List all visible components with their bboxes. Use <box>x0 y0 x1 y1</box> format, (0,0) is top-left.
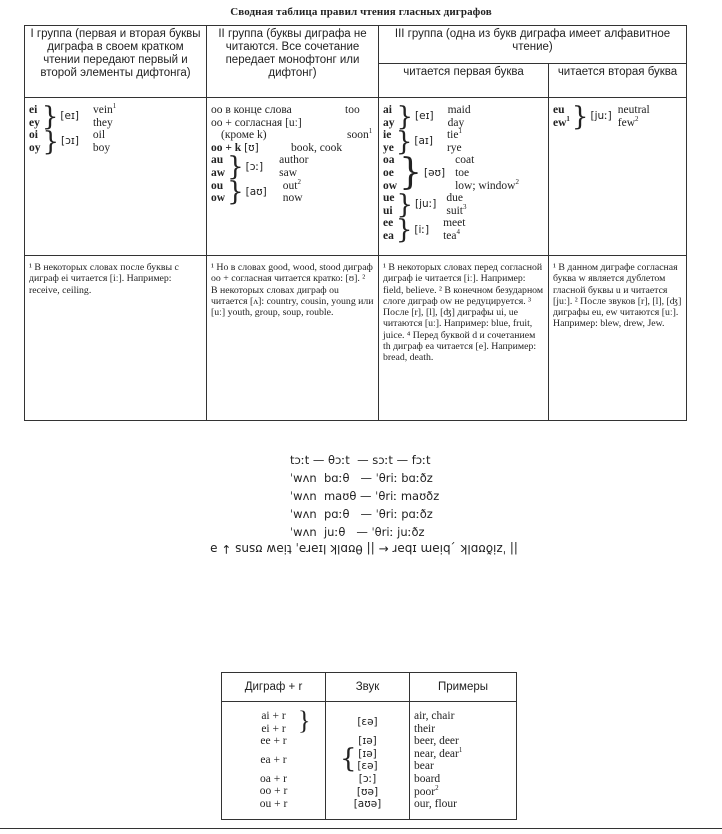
table2-header-examples: Примеры <box>410 673 517 702</box>
transcription-line: tɔːt — θɔːt — sɔːt — fɔːt <box>290 453 431 467</box>
group2-header: II группа (буквы диграфа не читаются. Все сочетание передает монофтонг или дифтонг) <box>207 26 379 98</box>
brace-icon: } <box>227 177 244 208</box>
table2-header-digraph: Диграф + r <box>222 673 326 702</box>
group3a-notes: ¹ В некоторых словах перед согласной диграф ie читается [iː]. Например: field, believe. ² В конечном безударном слоге диграф ow не редуцируется. ³ После [r], [l], [ʤ] диграфы ui, ue читаются [uː]. Например: blue, fruit, juice. ⁴ Перед буквой d и сочетанием th диграф ea читается [e]. Например: bread, death. <box>379 256 549 421</box>
bottom-rule <box>0 828 722 829</box>
brace-icon: } <box>227 151 244 182</box>
table2-header-sound: Звук <box>326 673 410 702</box>
transcription-line: ˈwʌn maʊθ — ˈθriː maʊðz <box>290 489 440 503</box>
group3-header: III группа (одна из букв диграфа имеет алфавитное чтение) <box>379 26 687 64</box>
group3b-subheader: читается вторая буква <box>549 64 687 98</box>
transcription-line: ˈwʌn juːθ — ˈθriː juːðz <box>290 525 425 539</box>
group2-cell: oo в конце слова too oo + согласная [uː] (кроме k) soon$^1$ oo + k [ʊ] book, cook au aw } [ɔː] author saw ou ow } [aʊ] out$^2$ now <box>207 98 379 256</box>
table2-sounds: [ɛə] [ɪə] { [ɪə] [ɛə] [ɔː] [ʊə] [aʊə] <box>326 702 410 820</box>
ei-ey-group: ei ey } [eɪ] vein$^1$ they <box>29 101 117 132</box>
table2-examples: air, chair their beer, deer near, dear$^1$ bear board poor$^2$ our, flour <box>410 702 517 820</box>
transcription-line: ˈwʌn pɑːθ — ˈθriː pɑːðz <box>290 507 433 521</box>
flipped-transcription: || ˈziðʊɒlk ˏbiəm ɪbər ← || θʊɒlk lɪərəˌ tiəw ʊsns ↓ ə <box>210 542 518 556</box>
brace-icon: } <box>42 126 60 157</box>
ou-ow-group: ou ow } [aʊ] out$^2$ now <box>211 177 303 208</box>
group1-header: I группа (первая и вторая буквы диграфа в своем кратком чтении передают первый и второй элементы дифтонга) <box>25 26 207 98</box>
transcription-line: ˈwʌn bɑːθ — ˈθriː bɑːðz <box>290 471 433 485</box>
group1-cell <box>25 98 207 256</box>
digraph-r-table <box>221 672 517 820</box>
page-title: Сводная таблица правил чтения гласных диграфов <box>230 6 492 18</box>
group2-notes: ¹ Но в словах good, wood, stood диграф oo + согласная читается кратко: [ʊ]. ² В некоторых словах диграф ou читается [ʌ]: country, cousin, young или [uː] youth, group, soup, rouble. <box>207 256 379 421</box>
au-aw-group: au aw } [ɔː] author saw <box>211 151 309 182</box>
group1-notes: ¹ В некоторых словах после буквы c диграф ei читается [iː]. Например: receive, ceiling. <box>25 256 207 421</box>
table2-digraphs: ai + r ei + r } ee + r ea + r oa + r oo + r ou + r <box>222 702 326 820</box>
brace-icon: } <box>41 101 59 132</box>
group3a-subheader: читается первая буква <box>379 64 549 98</box>
group3a-cell: ai ay } [eɪ] maid day ie ye } [aɪ] tie$^1$ rye oa oe ow } [əʊ] coat toe low; window$^2$ ue ui } [juː] due suit$^3$ ee ea } [iː] meet tea$^4$ <box>379 98 549 256</box>
oi-oy-group: oi oy } [ɔɪ] oil boy <box>29 126 111 157</box>
group3b-notes: ¹ В данном диграфе согласная буква w является дублетом гласной буквы u и читается [juː]. ² После звуков [r], [l], [ʤ] диграфы eu, ew читаются [uː]. Например: blew, drew, Jew. <box>549 256 687 421</box>
digraph-rules-table <box>24 25 687 421</box>
group3b-cell: eu $ew^1$ } [juː] neutral few$^2$ <box>549 98 687 256</box>
